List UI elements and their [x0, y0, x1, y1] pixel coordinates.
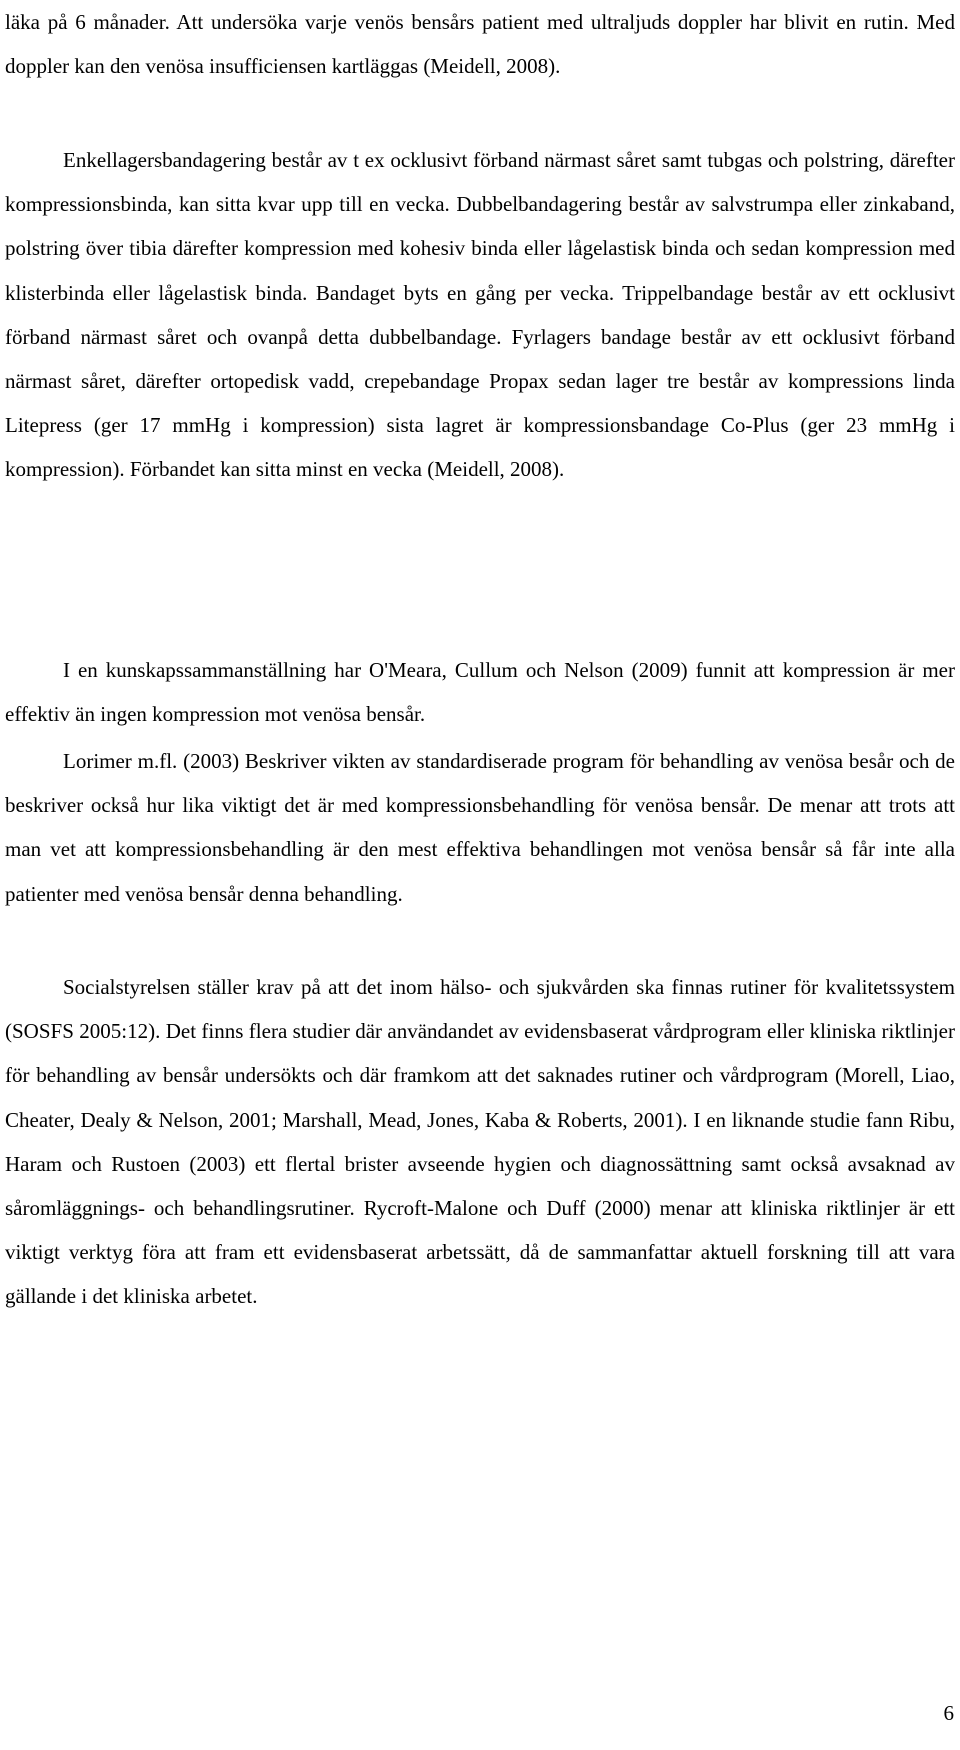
paragraph-3 — [5, 648, 955, 736]
paragraph-2-text: Enkellagersbandagering består av t ex ocklusivt förband närmast såret samt tubgas och polstring, därefter kompressionsbinda, kan sitta kvar upp till en vecka. Dubbelbandagering består av salvstrumpa eller zinkaband, polstring över tibia därefter kompression med kohesiv binda eller lågelastisk binda och sedan kompression med klisterbinda eller lågelastisk binda. Bandaget byts en gång per vecka. Trippelbandage består av ett ocklusivt förband närmast såret och ovanpå detta dubbelbandage. Fyrlagers bandage består av ett ocklusivt förband närmast såret, därefter ortopedisk vadd, crepebandage Propax sedan lager tre består av kompressions linda Litepress (ger 17 mmHg i kompression) sista lagret är kompressionsbandage Co-Plus (ger 23 mmHg i kompression). Förbandet kan sitta minst en vecka (Meidell, 2008). — [5, 148, 955, 482]
paragraph-4-text: Lorimer m.fl. (2003) Beskriver vikten av standardiserade program för behandling av venösa besår och de beskriver också hur lika viktigt det är med kompressionsbehandling för venösa bensår. De menar att trots att man vet att kompressionsbehandling är den mest effektiva behandlingen mot venösa bensår så får inte alla patienter med venösa bensår denna behandling. — [5, 749, 955, 906]
paragraph-1 — [5, 0, 955, 88]
page-number: 6 — [943, 1701, 954, 1725]
paragraph-5 — [5, 965, 955, 1319]
paragraph-3-text: I en kunskapssammanställning har O'Meara, Cullum och Nelson (2009) funnit att kompression är mer effektiv än ingen kompression mot venösa bensår. — [5, 658, 955, 727]
paragraph-5-text: Socialstyrelsen ställer krav på att det inom hälso- och sjukvården ska finnas rutiner för kvalitetssystem (SOSFS 2005:12). Det finns flera studier där användandet av evidensbaserat vårdprogram eller kliniska riktlinjer för behandling av bensår undersökts och där framkom att det saknades rutiner och vårdprogram (Morell, Liao, Cheater, Dealy & Nelson, 2001; Marshall, Mead, Jones, Kaba & Roberts, 2001). I en liknande studie fann Ribu, Haram och Rustoen (2003) ett flertal brister avseende hygien och diagnossättning samt också avsaknad av såromläggnings- och behandlingsrutiner. Rycroft-Malone och Duff (2000) menar att kliniska riktlinjer är ett viktigt verktyg föra att fram ett evidensbaserat arbetssätt, då de sammanfattar aktuell forskning till att vara gällande i det kliniska arbetet. — [5, 975, 955, 1309]
paragraph-1-text: läka på 6 månader. Att undersöka varje venös bensårs patient med ultraljuds doppler har blivit en rutin. Med doppler kan den venösa insufficiensen kartläggas (Meidell, 2008). — [5, 10, 955, 79]
paragraph-2 — [5, 138, 955, 492]
paragraph-4 — [5, 739, 955, 916]
